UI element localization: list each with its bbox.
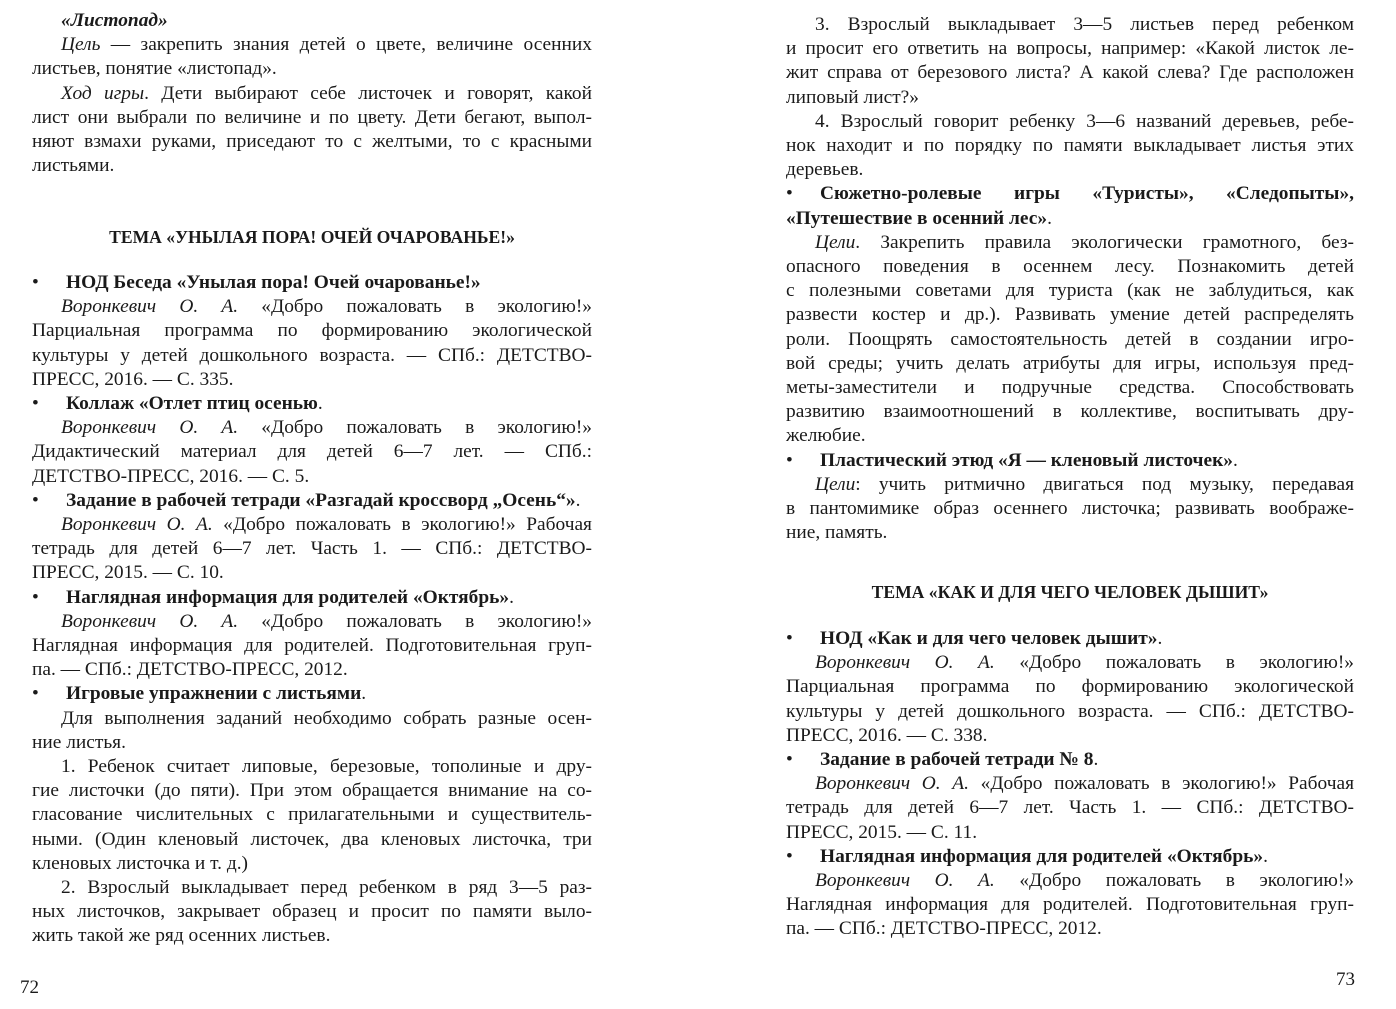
text-line: па. — СПб.: ДЕТСТВО-ПРЕСС, 2012. [32, 659, 348, 681]
text-line: деревьев. [786, 159, 864, 181]
text-span: . [1093, 749, 1099, 771]
text-line: Наглядная информация для родителей. Подготовительная груп- [786, 894, 1354, 916]
text-line: ПРЕСС, 2016. — С. 335. [32, 368, 234, 390]
bullet-item [32, 586, 592, 610]
section-heading: ТЕМА «КАК И ДЛЯ ЧЕГО ЧЕЛОВЕК ДЫШИТ» [871, 582, 1269, 602]
text-line: культуры у детей дошкольного возраста. — СПб.: ДЕТСТВО- [32, 344, 592, 366]
text-span: «Добро пожаловать в экологию!» [238, 417, 592, 439]
text-span: . Закрепить правила экологически грамотного, без- [855, 231, 1354, 253]
text-line: гласование числительных с прилагательными и существитель- [32, 804, 592, 826]
text-line: Парциальная программа по формированию экологической [786, 676, 1354, 698]
text-span: «Добро пожаловать в экологию!» [994, 870, 1354, 892]
text-line [786, 207, 1354, 231]
text-line: ние, память. [786, 522, 888, 544]
text-line: нок находит и по порядку по памяти выкладывает листья этих [786, 135, 1354, 157]
text-line: ПРЕСС, 2015. — С. 11. [786, 821, 978, 843]
text-line [786, 772, 1354, 796]
bullet-item [32, 271, 592, 295]
bullet-item [786, 627, 1354, 651]
game-title: «Листопад» [61, 10, 168, 31]
bullet-icon: • [32, 393, 39, 415]
text-line [32, 513, 592, 537]
bullet-icon: • [32, 272, 39, 293]
text-span: . [1232, 449, 1238, 471]
text-span: . [509, 586, 514, 608]
item-title: «Путешествие в осенний лес» [786, 207, 1048, 229]
text-line: Для выполнения заданий необходимо собрать разные осен- [61, 707, 592, 729]
page-number: 72 [20, 977, 39, 998]
text-line: тетрадь для детей 6—7 лет. Часть 1. — СПб.: ДЕТСТВО- [786, 797, 1354, 819]
text-span: «Добро пожаловать в экологию!» [238, 296, 592, 318]
text-line: культуры у детей дошкольного возраста. — СПб.: ДЕТСТВО- [786, 700, 1354, 722]
bullet-icon: • [32, 683, 39, 705]
bullet-icon: • [786, 628, 793, 649]
text-span: — закрепить знания детей о цвете, величине осенних [100, 34, 592, 56]
bullet-icon: • [786, 845, 793, 867]
text-line: тетрадь для детей 6—7 лет. Часть 1. — СПб.: ДЕТСТВО- [32, 538, 592, 560]
text-line: и просит его ответить на вопросы, например: «Какой листок ле- [786, 38, 1354, 60]
label-goal: Цель [61, 34, 101, 56]
theme-activities-list [32, 271, 592, 949]
bullet-item [786, 845, 1354, 869]
item-title: Коллаж «Отлет птиц осенью [66, 393, 318, 415]
text-span: «Добро пожаловать в экологию!» Рабочая [968, 773, 1354, 795]
text-line: меты-заместители и подручные средства. Способствовать [786, 377, 1354, 399]
author: Воронкевич О. А. [61, 296, 239, 318]
item-title: Наглядная информация для родителей «Октябрь» [820, 845, 1264, 867]
bullet-icon: • [32, 489, 39, 511]
author: Воронкевич О. А. [61, 610, 239, 632]
text-line: ных листочков, закрывает образец и просит по памяти выло- [32, 901, 592, 923]
text-line: ПРЕСС, 2015. — С. 10. [32, 562, 224, 584]
bullet-icon: • [786, 449, 793, 471]
text-line: желюбие. [786, 425, 866, 447]
bullet-item [786, 449, 1354, 473]
text-span: . [317, 393, 323, 415]
bullet-icon: • [32, 586, 39, 608]
text-line: ПРЕСС, 2016. — С. 338. [786, 724, 988, 746]
text-line [32, 82, 592, 106]
text-span: . [1263, 845, 1268, 867]
label-goals: Цели [815, 473, 856, 495]
text-line: листьями. [32, 155, 115, 177]
text-line: 1. Ребенок считает липовые, березовые, тополиные и дру- [61, 756, 592, 778]
text-line [32, 610, 592, 634]
game-listopad-block [32, 9, 592, 178]
item-title: НОД Беседа «Унылая пора! Очей очарованье!» [66, 272, 481, 293]
text-line: листьев, понятие «листопад». [32, 58, 277, 80]
page-right [698, 0, 1396, 1009]
author: Воронкевич О. А. [61, 514, 213, 536]
item-title: Сюжетно-ролевые игры «Туристы», «Следопыты», [820, 183, 1354, 205]
bullet-icon: • [786, 183, 793, 205]
item-title: Задание в рабочей тетради «Разгадай кроссворд „Осень“» [66, 489, 576, 511]
text-line: развести костер и др.). Развивать умение детей распределять [786, 304, 1354, 326]
author: Воронкевич О. А. [815, 773, 969, 795]
text-line: липовый лист?» [786, 86, 919, 108]
item-title: Наглядная информация для родителей «Октябрь» [66, 586, 510, 608]
text-line: ными. (Один кленовый листочек, два кленовых листочка, три [32, 828, 592, 850]
text-line: Дидактический материал для детей 6—7 лет. — СПб.: [32, 441, 592, 463]
section-heading: ТЕМА «УНЫЛАЯ ПОРА! ОЧЕЙ ОЧАРОВАНЬЕ!» [109, 227, 515, 247]
text-span: . [575, 489, 581, 511]
text-line [32, 295, 592, 319]
text-span: «Добро пожаловать в экологию!» [238, 610, 592, 632]
page-number: 73 [1336, 969, 1355, 990]
text-line: опасного поведения в осеннем лесу. Познакомить детей [786, 256, 1354, 278]
bullet-item [786, 748, 1354, 772]
text-line: Парциальная программа по формированию экологической [32, 320, 592, 342]
text-line [786, 651, 1354, 675]
bullet-item [32, 392, 592, 416]
text-line: лист они выбрали по величине и по цвету. Дети бегают, выпол- [32, 106, 592, 128]
text-span: . [1157, 628, 1163, 649]
text-line [786, 231, 1354, 255]
text-line: Наглядная информация для родителей. Подготовительная груп- [32, 635, 592, 657]
bullet-item [32, 489, 592, 513]
text-line: кленовых листочка и т. д.) [32, 852, 249, 874]
text-line: 4. Взрослый говорит ребенку 3—6 названий деревьев, ребе- [815, 110, 1354, 132]
text-span: . Дети выбирают себе листочек и говорят, какой [144, 82, 592, 104]
text-line [786, 473, 1354, 497]
text-line: ние листья. [32, 731, 126, 753]
text-span: «Добро пожаловать в экологию!» [994, 652, 1354, 674]
label-game-flow: Ход игры [61, 82, 145, 104]
item-title: НОД «Как и для чего человек дышит» [820, 628, 1158, 649]
text-line: гие листочки (до пяти). При этом обращается внимание на со- [32, 780, 592, 802]
text-line: роли. Поощрять самостоятельность детей в создании игро- [786, 328, 1354, 350]
text-line: 2. Взрослый выкладывает перед ребенком в ряд 3—5 раз- [61, 877, 592, 899]
text-line: в пантомимике образ осеннего листочка; развивать воображе- [786, 498, 1354, 520]
bullet-item [32, 682, 592, 706]
text-line: ДЕТСТВО-ПРЕСС, 2016. — С. 5. [32, 465, 310, 487]
text-span: . [1047, 207, 1052, 229]
label-goals: Цели [815, 231, 856, 253]
theme-activities-list [786, 627, 1354, 942]
author: Воронкевич О. А. [815, 870, 995, 892]
text-line: вой среды; учить делать атрибуты для игры, используя пред- [786, 352, 1354, 374]
author: Воронкевич О. А. [815, 652, 995, 674]
text-line: 3. Взрослый выкладывает 3—5 листьев перед ребенком [815, 14, 1354, 35]
leaf-games-continued [786, 13, 1354, 545]
text-span: : учить ритмично двигаться под музыку, передавая [855, 473, 1354, 495]
text-line: развитию взаимоотношений в коллективе, воспитывать дру- [786, 401, 1354, 423]
text-line: жить такой же ряд осенних листьев. [32, 925, 331, 947]
text-line [786, 869, 1354, 893]
item-title: Игровые упражнении с листьями [66, 683, 362, 705]
bullet-item [786, 182, 1354, 206]
text-line: няют взмахи руками, приседают то с желтыми, то с красными [32, 131, 592, 153]
text-span: «Добро пожаловать в экологию!» Рабочая [212, 514, 592, 536]
text-line [32, 33, 592, 57]
text-line: жит справа от березового листа? А какой слева? Где расположен [786, 62, 1354, 84]
text-line: па. — СПб.: ДЕТСТВО-ПРЕСС, 2012. [786, 918, 1102, 940]
text-line [32, 9, 592, 33]
item-title: Пластический этюд «Я — кленовый листочек» [820, 449, 1233, 471]
bullet-icon: • [786, 749, 793, 771]
text-span: . [361, 683, 367, 705]
text-line [32, 416, 592, 440]
author: Воронкевич О. А. [61, 417, 239, 439]
item-title: Задание в рабочей тетради № 8 [820, 749, 1094, 771]
text-line: с полезными советами для туриста (как не заблудиться, как [786, 280, 1354, 302]
